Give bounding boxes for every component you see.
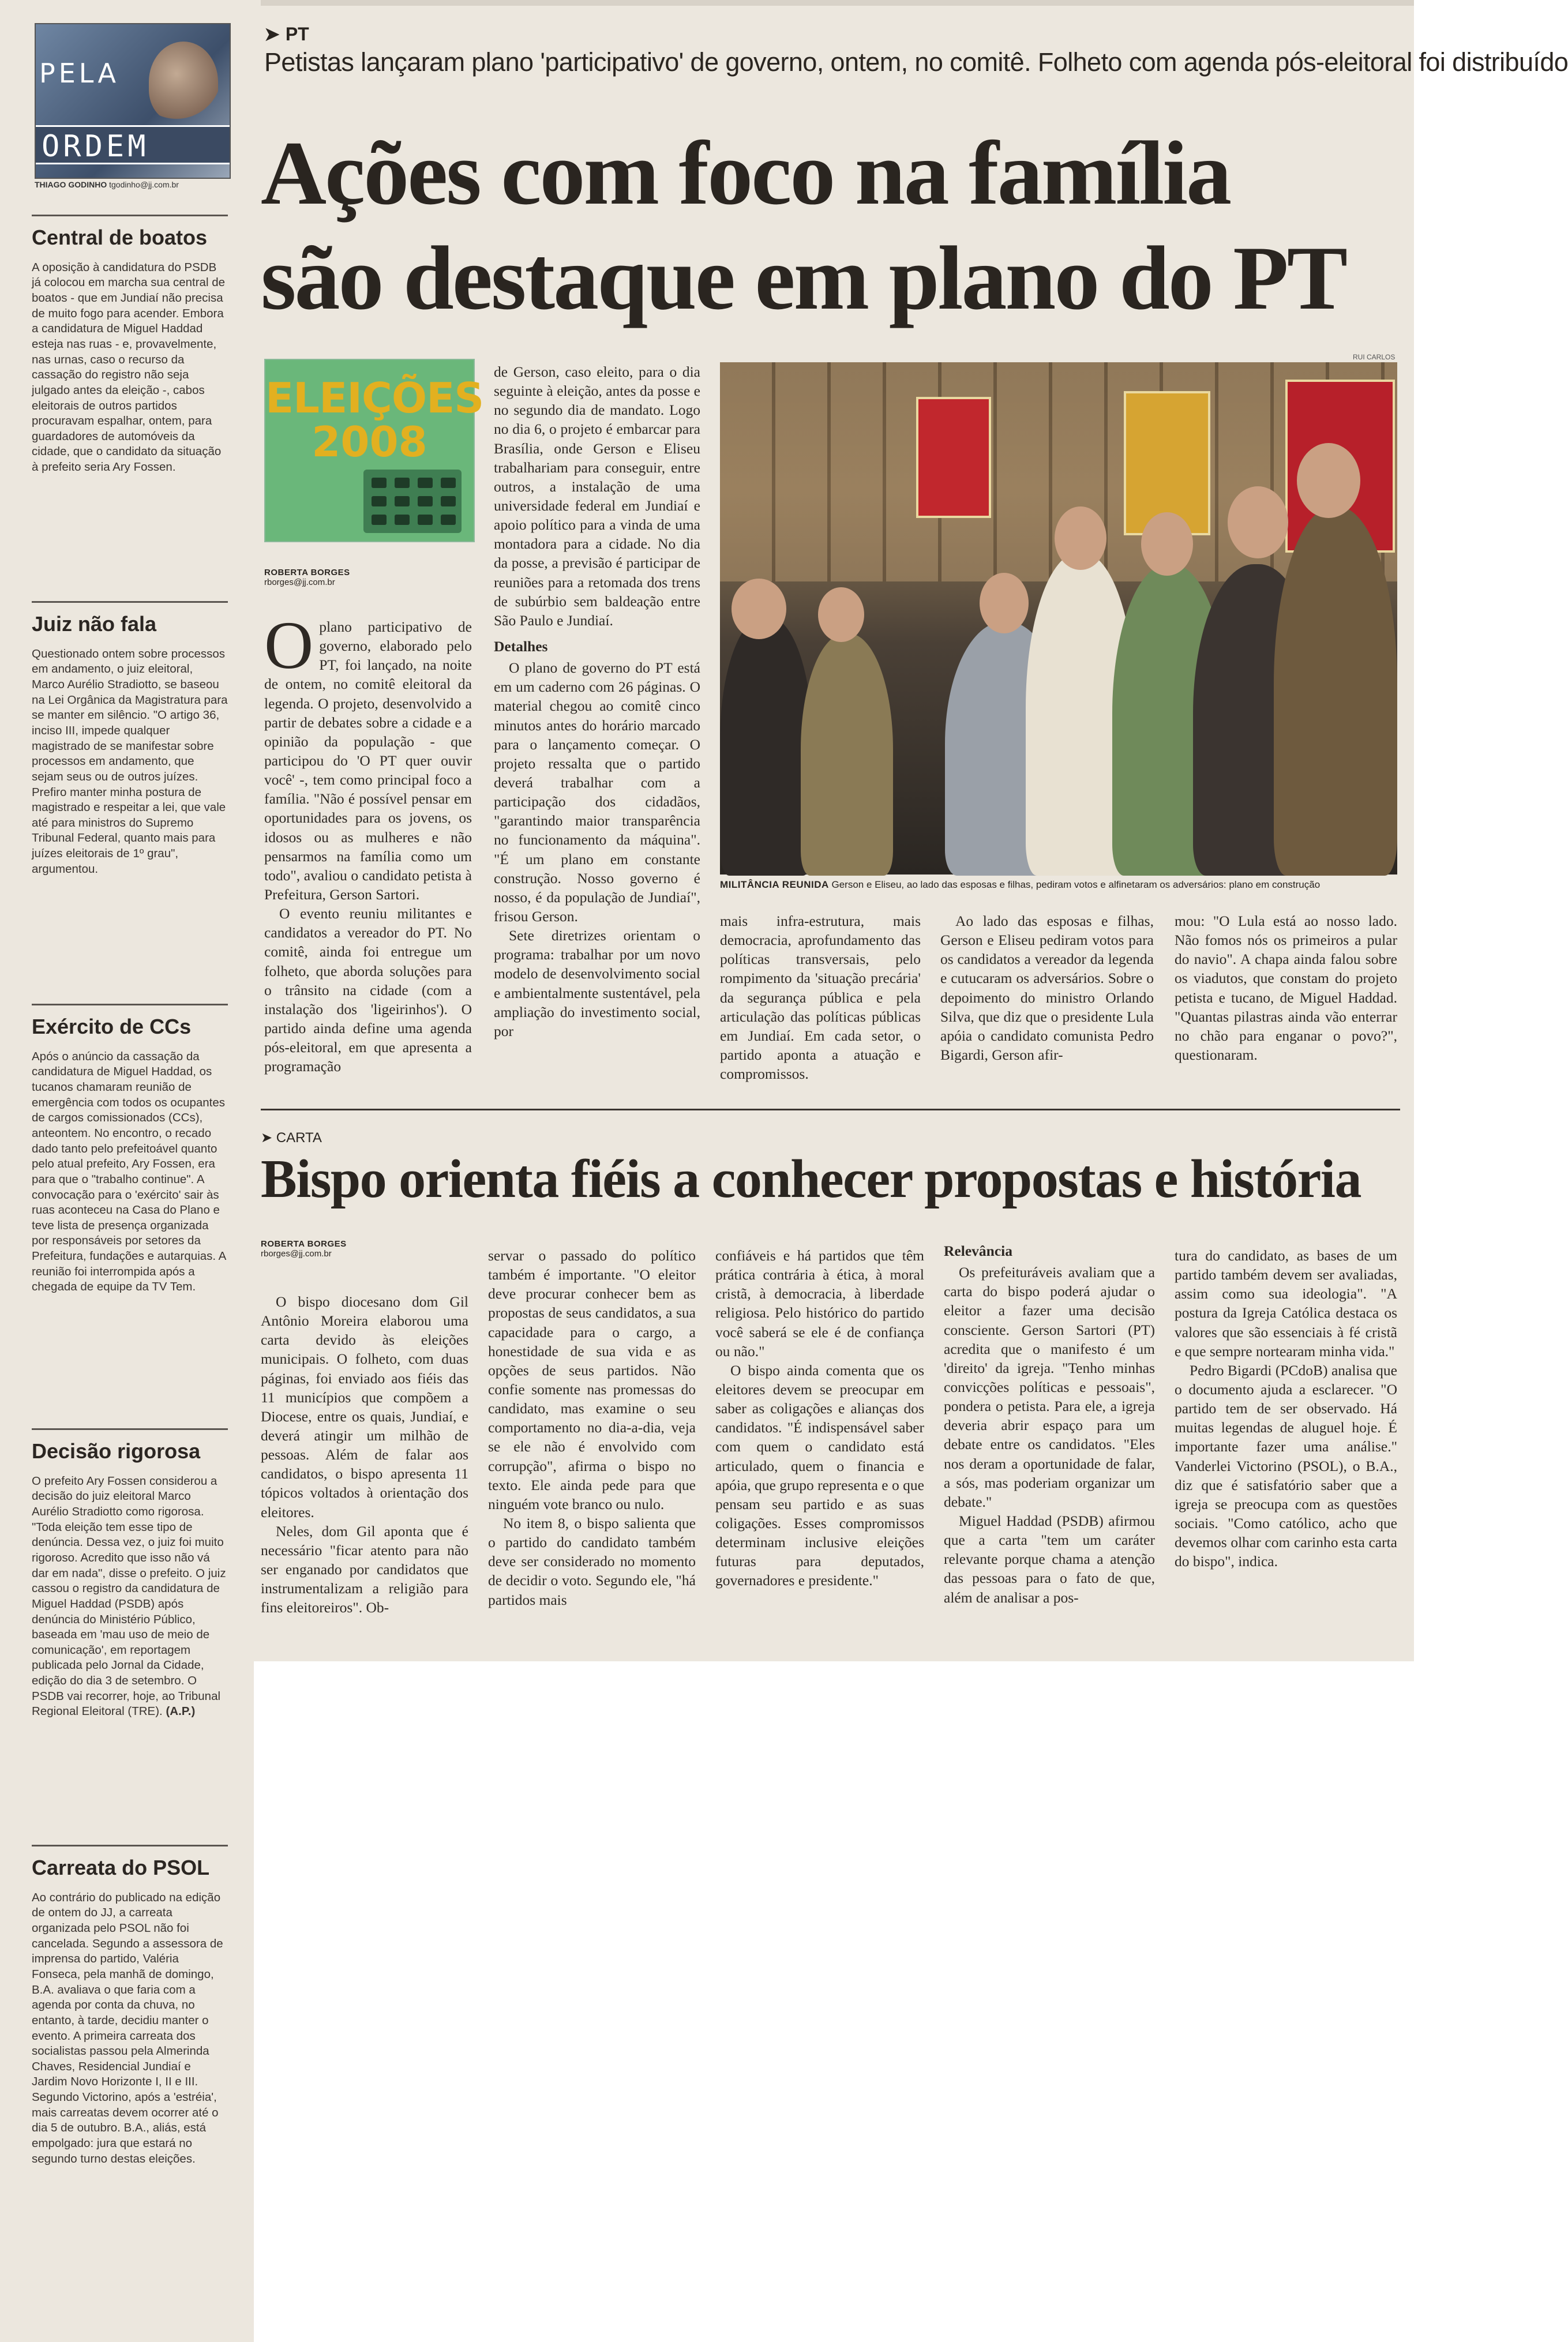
- column-author-email: tgodinho@jj.com.br: [109, 180, 179, 189]
- article1-byline: [264, 568, 350, 587]
- paragraph: mou: "O Lula está ao nosso lado. Não fomos nós os primeiros a pular do navio". A chapa ainda falou sobre os viadutos, que constam do projeto petista e tucano, de Miguel Haddad. "Quantas pilastras ainda vão enterrar no chão para enganar o povo?", questionaram.: [1175, 913, 1397, 1063]
- byline-name: ROBERTA BORGES: [261, 1239, 347, 1249]
- article2-col4: [944, 1241, 1155, 1607]
- article1-col3: [720, 911, 921, 1083]
- section-title: Carreata do PSOL: [32, 1856, 210, 1879]
- photo-person: [801, 633, 893, 876]
- pointing-hand-icon: [149, 42, 218, 122]
- photo-head: [1055, 506, 1106, 570]
- byline-email: rborges@jj.com.br: [264, 577, 335, 587]
- photo-credit: RUI CARLOS: [1353, 353, 1396, 361]
- article2-col1: [261, 1292, 468, 1617]
- paragraph: servar o passado do político também é importante. "O eleitor deve procurar conhecer bem as propostas de seus candidatos, a sua capacidade para o cargo, a honestidade de sua vida e as opções de seus partidos. Não confie somente nas promessas do candidato, mas examine o seu comportamento no dia-a-dia, veja se ele não é envolvido com corrupção", afirma o bispo no texto. Ele ainda pede para que ninguém vote branco ou nulo.: [488, 1247, 696, 1512]
- photo-head: [1297, 443, 1360, 518]
- paragraph: Miguel Haddad (PSDB) afirmou que a carta "tem um caráter relevante porque chama a atenção das pessoas para o fato de que, além de analisar a pos-: [944, 1512, 1155, 1606]
- section-rule: [32, 1428, 228, 1430]
- subtitle: Detalhes: [494, 637, 548, 655]
- paragraph: Os prefeituráveis avaliam que a carta do bispo poderá ajudar o eleitor a fazer uma decisão consciente. Gerson Sartori (PT) acredita que o manifesto é um 'direito' da igreja. "Tenho minhas convicções políticas e pessoais", pondera o petista. Para ele, a igreja deveria abrir espaço para um debate entre os candidatos. "Eles nos deram a oportunidade de falar, a sós, mas poderiam organizar um debate.": [944, 1264, 1155, 1510]
- logo-pela: PELA: [39, 58, 119, 89]
- article1-col2: [494, 362, 700, 1041]
- photo-caption: [720, 879, 1397, 891]
- photo-head: [980, 573, 1029, 633]
- section-text: Após o anúncio da cassação da candidatura de Miguel Haddad, os tucanos chamaram reunião de emergência com todos os ocupantes de cargos comissionados (CCs), anteontem. No encontro, o recado dado tanto pelo prefeitoável quanto pelo atual prefeito, Ary Fossen, era para que o "trabalho continue". A convocação para o 'exército' sair às ruas aconteceu na Casa do Plano e teve lista de presença organizada por responsáveis por setores da Prefeitura, fundações e autarquias. A reunião foi interrompida após a chegada de equipe da TV Tem.: [32, 1049, 226, 1294]
- paragraph: tura do candidato, as bases de um partido também devem ser avaliadas, assim como sua ideologia". "A postura da Igreja Católica destaca os valores que são essenciais à fé cristã e que sempre nortearam minha vida.": [1175, 1247, 1397, 1360]
- logo-ordem-box: [36, 125, 230, 164]
- dropcap: O: [264, 607, 314, 683]
- article1-col1: [264, 607, 472, 1076]
- section-text-body: O prefeito Ary Fossen considerou a decisão do juiz eleitoral Marco Aurélio Stradiotto como rigorosa. "Toda eleição tem esse tipo de denúncia. Dessa vez, o juiz foi muito rigoroso. Acredito que isso não vá dar em nada", disse o prefeito. O juiz cassou o registro da candidatura de Miguel Haddad (PSDB) após denúncia do Ministério Público, baseada em 'mau uso de meio de comunicação', em reportagem publicada pelo Jornal da Cidade, edição do dia 3 de setembro. O PSDB vai recorrer, hoje, ao Tribunal Regional Eleitoral (TRE).: [32, 1474, 226, 1718]
- section-title: Central de boatos: [32, 226, 208, 249]
- article2-byline: [261, 1239, 347, 1259]
- section-title: Juiz não fala: [32, 612, 157, 636]
- section-text: A oposição à candidatura do PSDB já colocou em marcha sua central de boatos - que em Jundiaí não precisa de muito fogo para acender. Embora a candidatura de Miguel Haddad esteja nas ruas - e, provavelmente, nas urnas, caso o recurso da cassação do registro não seja julgado antes da eleição -, cabos eleitorais de outros partidos procuravam espalhar, ontem, para guardadores de automóveis da cidade, que o candidato da situação à prefeito seria Ary Fossen.: [32, 260, 226, 474]
- section-rule: [32, 1004, 228, 1005]
- article1-kicker-text: PT: [285, 24, 309, 44]
- blank-area: [254, 1661, 1414, 2342]
- photo-poster: [916, 397, 991, 518]
- column-author: THIAGO GODINHO: [35, 180, 107, 189]
- arrow-icon: ➤: [261, 1130, 276, 1146]
- section-rule: [32, 215, 228, 216]
- article2-col3: [715, 1246, 924, 1590]
- column-section-boatos: [32, 215, 228, 475]
- paragraph: O evento reuniu militantes e candidatos a vereador do PT. No comitê, ainda foi entregue um folheto, que aborda soluções para o trânsito na cidade (com a instalação dos 'ligeirinhos'). O partido ainda define uma agenda pós-eleitoral, em que apresenta a programação: [264, 905, 472, 1075]
- article1-headline: [261, 121, 1403, 331]
- paragraph: Neles, dom Gil aponta que é necessário "ficar atento para não ser enganado por candidatos que instrumentalizam a religião para fins eleitoreiros". Ob-: [261, 1522, 468, 1616]
- paragraph: Sete diretrizes orientam o programa: trabalhar por um novo modelo de desenvolvimento social e ambientalmente sustentável, pela ampliação do investimento social, por: [494, 927, 700, 1039]
- column-section-psol: [32, 1845, 228, 2167]
- article1-headline-line2: são destaque em plano do PT: [261, 228, 1346, 329]
- byline-email: rborges@jj.com.br: [261, 1249, 332, 1259]
- logo-ordem: ORDEM: [42, 129, 149, 164]
- paragraph: confiáveis e há partidos que têm prática contrária à ética, à moral cristã, à democracia, à liberdade religiosa. Pelo histórico do partido você saberá se ele é de confiança ou não.": [715, 1247, 924, 1360]
- column-section-ccs: [32, 1004, 228, 1295]
- photo-person: [1274, 506, 1397, 876]
- photo-head: [818, 587, 864, 642]
- column-byline: [35, 180, 179, 189]
- paragraph: Ao lado das esposas e filhas, Gerson e Eliseu pediram votos para os candidatos a vereador da legenda e cutucaram os adversários. Sobre o depoimento do ministro Orlando Silva, que diz que o presidente Lula apóia o candidato comunista Pedro Bigardi, Gerson afir-: [940, 913, 1154, 1063]
- column-section-juiz: [32, 601, 228, 877]
- section-rule: [32, 601, 228, 603]
- article2-col5: [1175, 1246, 1397, 1571]
- section-title: Exército de CCs: [32, 1015, 192, 1038]
- article2-kicker-text: CARTA: [276, 1130, 322, 1146]
- photo-head: [732, 579, 786, 639]
- column-logo: [35, 23, 231, 179]
- logo-title: ELEIÇÕES: [265, 374, 484, 422]
- byline-name: ROBERTA BORGES: [264, 568, 350, 577]
- paragraph: O bispo ainda comenta que os eleitores devem se preocupar em saber as coligações e alianças dos candidatos. "É indispensável saber com quem o candidato está articulado, quem o financia e apóia, que grupo representa e o que pensam seu partido e as suas coligações. Esses compromissos determinam inclusive eleições futuras para deputados, governadores e presidente.": [715, 1361, 924, 1589]
- article-separator: [261, 1109, 1400, 1110]
- article2-col2: [488, 1246, 696, 1609]
- section-signature: (A.P.): [166, 1705, 196, 1718]
- subtitle: Relevância: [944, 1243, 1012, 1259]
- photo-head: [1141, 512, 1193, 576]
- article1-kicker: [264, 23, 309, 45]
- paragraph: mais infra-estrutura, mais democracia, aprofundamento das políticas transversais, pelo rompimento da 'situação precária' da segurança pública e pela articulação das políticas públicas em Jundiaí. Em cada setor, o partido aponta a atuação e compromissos.: [720, 913, 921, 1083]
- paragraph: Pedro Bigardi (PCdoB) analisa que o documento ajuda a esclarecer. "O partido tem de ser observado. Há muitas legendas de aluguel hoje. É importante fazer uma análise." Vanderlei Victorino (PSOL), o B.A., diz que é satisfatório saber que a igreja se preocupa com as questões sociais. "Como católico, acho que devemos olhar com carinho esta carta do bispo", indica.: [1175, 1361, 1397, 1570]
- section-text: [32, 1474, 228, 1720]
- caption-text: Gerson e Eliseu, ao lado das esposas e filhas, pediram votos e alfinetaram os adversários: plano em construção: [831, 879, 1321, 890]
- arrow-icon: ➤: [264, 24, 280, 44]
- rally-photo: [720, 362, 1397, 875]
- paragraph: O plano de governo do PT está em um caderno com 26 páginas. O material chegou ao comitê cinco minutos antes do horário marcado para o lançamento começar. O projeto ressalta que o partido deverá trabalhar com a participação dos cidadãos, "garantindo maior transparência no funcionamento da máquina". "É um plano em constante construção. Nosso governo é nosso, é da população de Jundiaí", frisou Gerson.: [494, 659, 700, 925]
- article2-headline: Bispo orienta fiéis a conhecer propostas e história: [261, 1149, 1361, 1209]
- section-title: Decisão rigorosa: [32, 1439, 201, 1463]
- paragraph: plano participativo de governo, elaborado pelo PT, foi lançado, na noite de ontem, no comitê eleitoral da legenda. O projeto, desenvolvido a partir de debates sobre a cidade e a opinião da população - que participou do 'O PT quer ouvir você' -, tem como principal foco a família. "Não é possível pensar em oportunidades para os jovens, os idosos ou as mulheres e não pensarmos na família como um todo", avaliou o candidato petista à Prefeitura, Gerson Sartori.: [264, 618, 472, 903]
- caption-label: MILITÂNCIA REUNIDA: [720, 879, 829, 890]
- article1-headline-line1: Ações com foco na família: [261, 123, 1231, 224]
- eleicoes-2008-logo: [264, 359, 484, 542]
- article1-col5: [1175, 911, 1397, 1064]
- paragraph: O bispo diocesano dom Gil Antônio Moreira elaborou uma carta devido às eleições municipais. O folheto, com duas páginas, foi enviado aos fiéis das 11 municípios que compõem a Diocese, entre os quais, Jundiaí, e deverá atingir um milhão de pessoas. Além de falar aos candidatos, o bispo apresenta 11 tópicos voltados à orientação dos eleitores.: [261, 1293, 468, 1521]
- ballot-keypad-icon: [363, 470, 462, 533]
- paragraph: No item 8, o bispo salienta que o partido do candidato também deve ser considerado no momento de decidir o voto. Segundo ele, "há partidos mais: [488, 1514, 696, 1608]
- top-rule: [261, 0, 1414, 6]
- article1-col4: [940, 911, 1154, 1064]
- logo-year: 2008: [312, 418, 427, 466]
- section-text: Questionado ontem sobre processos em andamento, o juiz eleitoral, Marco Aurélio Stradiotto, se baseou na Lei Orgânica da Magistratura para se manter em silêncio. "O artigo 36, inciso III, impede qualquer magistrado de se manifestar sobre processos em andamento, que sejam seus ou de outros juízes. Prefiro manter minha postura de magistrado e respeitar a lei, que vale até para ministros do Supremo Tribunal Federal, quanto mais para juízes eleitorais de 1º grau", argumentou.: [32, 647, 228, 876]
- photo-head: [1228, 486, 1288, 558]
- column-section-decisao: [32, 1428, 228, 1720]
- section-text: Ao contrário do publicado na edição de ontem do JJ, a carreata organizada pelo PSOL não foi cancelada. Segundo a assessora de imprensa do partido, Valéria Fonseca, pela manhã de domingo, B.A. avaliava o que faria com a agenda por conta da chuva, no entanto, à tarde, decidiu manter o evento. A primeira carreata dos socialistas passou pela Almerinda Chaves, Residencial Jundiaí e Jardim Novo Horizonte I, II e III. Segundo Victorino, após a 'estréia', mais carreatas devem ocorrer até o dia 5 de outubro. B.A., aliás, está empolgado: jura que estará no segundo turno destas eleições.: [32, 1890, 223, 2165]
- photo-person: [720, 616, 812, 876]
- paragraph: de Gerson, caso eleito, para o dia seguinte à eleição, antes da posse e no segundo dia de mandato. Logo no dia 6, o projeto é embarcar para Brasília, onde Gerson e Eliseu trabalhariam para conseguir, entre outros, a instalação de uma universidade federal em Jundiaí e apoio político para a vinda de uma montadora para a cidade. No dia da posse, a previsão é participar de reuniões para a retomada dos trens de subúrbio sem baldeação entre São Paulo e Jundiaí.: [494, 363, 700, 629]
- article1-subhead: Petistas lançaram plano 'participativo' de governo, ontem, no comitê. Folheto com agenda pós-eleitoral foi distribuído: [264, 47, 1568, 77]
- section-rule: [32, 1845, 228, 1846]
- article2-kicker: [261, 1129, 322, 1146]
